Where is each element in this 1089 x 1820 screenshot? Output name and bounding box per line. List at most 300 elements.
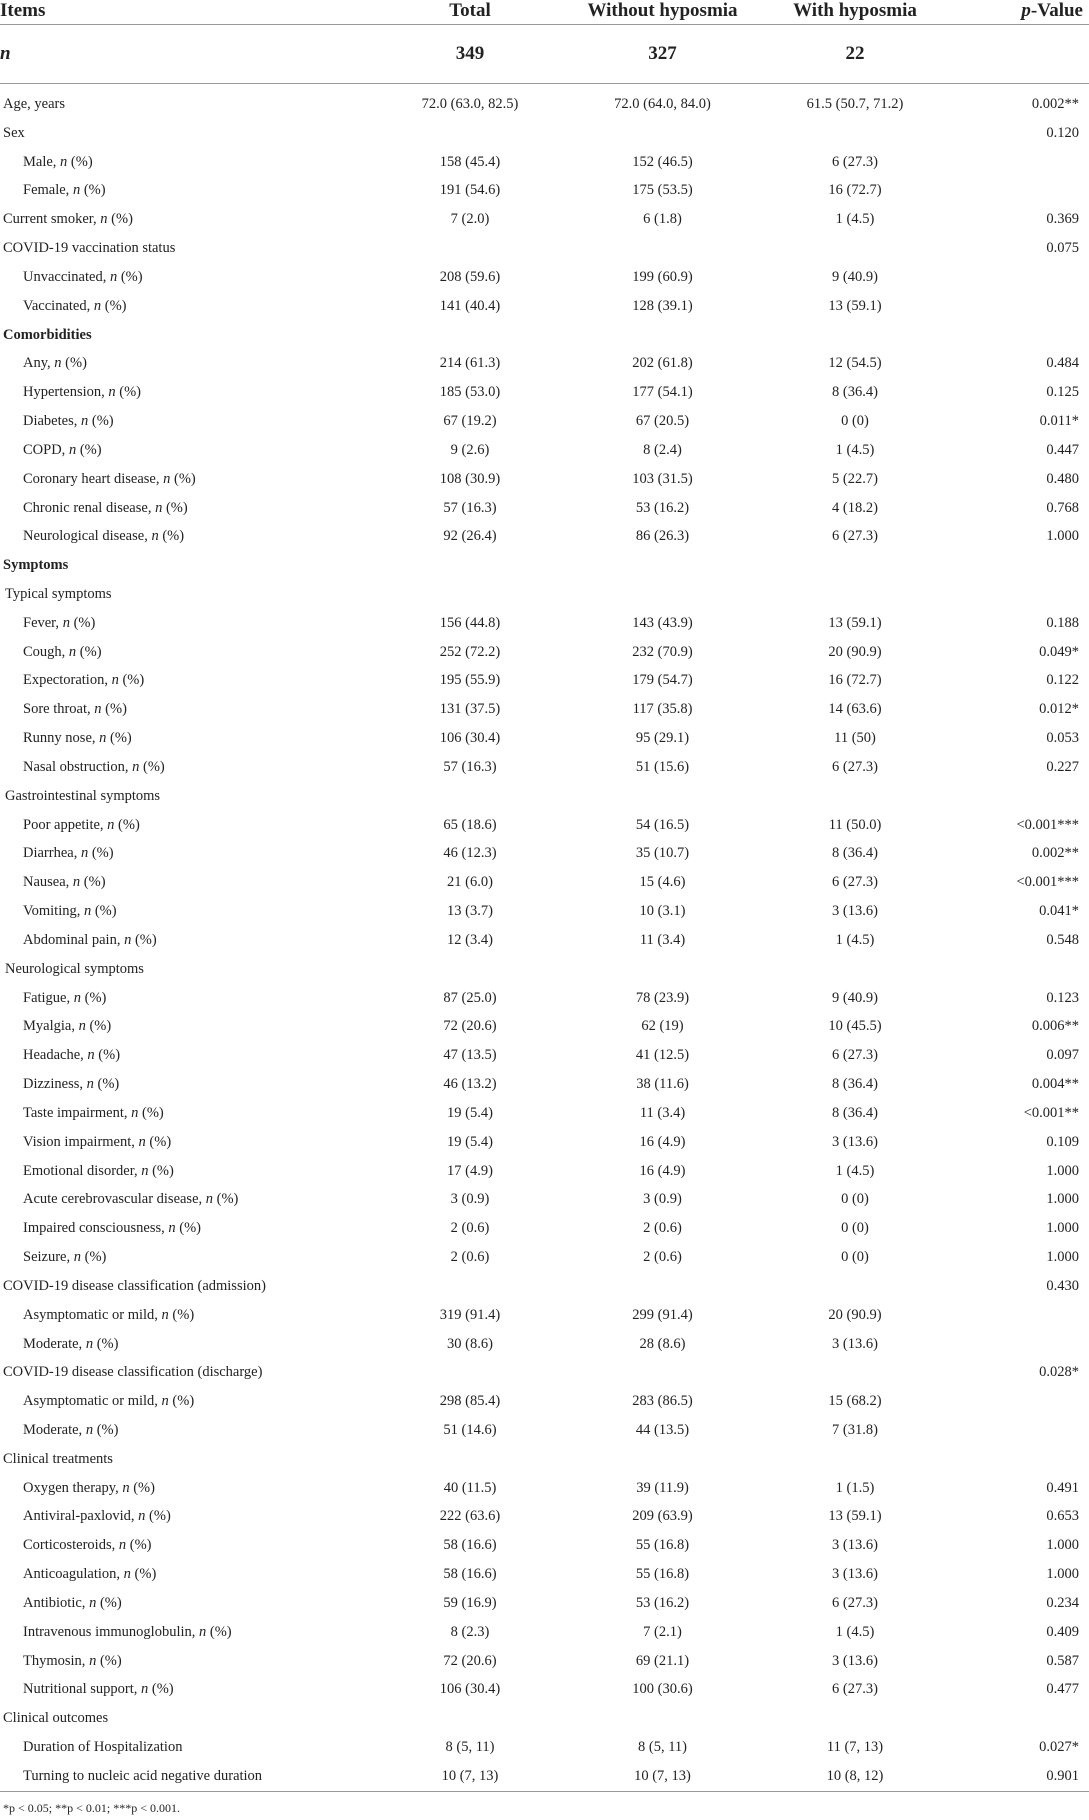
row-label: COPD, n (%) bbox=[23, 441, 102, 458]
table-row bbox=[0, 1013, 1089, 1042]
cell-total: 195 (55.9) bbox=[439, 672, 501, 689]
cell-without-hyposmia: 28 (8.6) bbox=[639, 1335, 686, 1352]
cell-without-hyposmia: 202 (61.8) bbox=[632, 355, 693, 372]
cell-p-value: 0.484 bbox=[1046, 355, 1079, 372]
cell-without-hyposmia bbox=[555, 1358, 770, 1387]
cell-without-hyposmia: 53 (16.2) bbox=[635, 1594, 690, 1611]
cell-without-hyposmia: 6 (1.8) bbox=[643, 211, 682, 228]
cell-total: 9 (2.6) bbox=[450, 441, 490, 458]
cell-without-hyposmia: 39 (11.9) bbox=[636, 1479, 689, 1496]
cell-without-hyposmia: 16 (4.9) bbox=[639, 1133, 686, 1150]
cell-p-value: 0.004** bbox=[1031, 1076, 1079, 1093]
cell-with-hyposmia: 61.5 (50.7, 71.2) bbox=[806, 95, 904, 112]
table-row bbox=[0, 811, 1089, 840]
cell-p-value: 0.477 bbox=[1046, 1681, 1079, 1698]
cell-total: 8 (2.3) bbox=[450, 1623, 490, 1640]
cell-p-value: 1.000 bbox=[1046, 1162, 1079, 1179]
header-row bbox=[0, 0, 1089, 25]
cell-p-value: 0.234 bbox=[1046, 1594, 1079, 1611]
cell-total: 65 (18.6) bbox=[443, 816, 497, 833]
table-row bbox=[0, 638, 1089, 667]
table-row bbox=[0, 1647, 1089, 1676]
row-label: Taste impairment, n (%) bbox=[23, 1104, 164, 1121]
table-row bbox=[0, 349, 1089, 378]
cell-without-hyposmia: 283 (86.5) bbox=[632, 1393, 693, 1410]
cell-total: 21 (6.0) bbox=[447, 874, 493, 891]
table-row bbox=[0, 840, 1089, 869]
table-row bbox=[0, 494, 1089, 523]
cell-p-value: 1.000 bbox=[1046, 1566, 1079, 1583]
cell-p-value: 1.000 bbox=[1046, 1220, 1079, 1237]
cell-with-hyposmia: 1 (4.5) bbox=[835, 1162, 875, 1179]
cell-p-value: 0.075 bbox=[1046, 240, 1079, 257]
row-label: Comorbidities bbox=[3, 326, 92, 343]
row-label: Duration of Hospitalization bbox=[23, 1739, 183, 1756]
row-label: Anticoagulation, n (%) bbox=[23, 1566, 157, 1583]
table-row bbox=[0, 436, 1089, 465]
header-with-hyposmia: With hyposmia bbox=[770, 0, 940, 25]
cell-total: 92 (26.4) bbox=[443, 528, 497, 545]
cell-without-hyposmia: 44 (13.5) bbox=[635, 1422, 690, 1438]
cell-with-hyposmia bbox=[770, 234, 940, 263]
cell-p-value bbox=[940, 1445, 1089, 1474]
row-label: Vision impairment, n (%) bbox=[23, 1133, 172, 1150]
row-label: Dizziness, n (%) bbox=[23, 1076, 120, 1093]
cell-total: 8 (5, 11) bbox=[445, 1739, 495, 1756]
cell-without-hyposmia: 78 (23.9) bbox=[635, 989, 690, 1006]
cell-p-value: 0.041* bbox=[1039, 903, 1079, 920]
cell-without-hyposmia: 232 (70.9) bbox=[632, 643, 693, 660]
cell-without-hyposmia: 16 (4.9) bbox=[639, 1162, 686, 1179]
n-with: 22 bbox=[770, 25, 940, 84]
cell-with-hyposmia: 6 (27.3) bbox=[832, 874, 878, 891]
row-label: Sore throat, n (%) bbox=[23, 701, 127, 718]
n-pvalue bbox=[940, 25, 1089, 84]
cell-total: 47 (13.5) bbox=[443, 1047, 497, 1064]
row-label: Clinical treatments bbox=[3, 1450, 113, 1467]
cell-without-hyposmia bbox=[555, 234, 770, 263]
row-label: Runny nose, n (%) bbox=[23, 730, 132, 747]
cell-p-value bbox=[940, 580, 1089, 609]
table-row bbox=[0, 1185, 1089, 1214]
table-row bbox=[0, 1416, 1089, 1445]
cell-without-hyposmia bbox=[555, 1445, 770, 1474]
table-row bbox=[0, 984, 1089, 1013]
row-label: Asymptomatic or mild, n (%) bbox=[23, 1306, 195, 1323]
cell-with-hyposmia: 8 (36.4) bbox=[832, 384, 878, 401]
cell-without-hyposmia: 8 (5, 11) bbox=[638, 1739, 687, 1756]
table-row bbox=[0, 1474, 1089, 1503]
cell-with-hyposmia bbox=[770, 1445, 940, 1474]
row-label: Expectoration, n (%) bbox=[23, 672, 145, 689]
cell-p-value bbox=[940, 148, 1089, 177]
cell-total: 191 (54.6) bbox=[439, 182, 501, 199]
cell-p-value bbox=[940, 1387, 1089, 1416]
cell-total: 17 (4.9) bbox=[447, 1162, 493, 1179]
table-row bbox=[0, 551, 1089, 580]
table-row bbox=[0, 1157, 1089, 1186]
cell-p-value bbox=[940, 321, 1089, 350]
row-label: Impaired consciousness, n (%) bbox=[23, 1220, 201, 1237]
row-label: COVID-19 disease classification (discharge) bbox=[3, 1364, 263, 1381]
row-label: Antibiotic, n (%) bbox=[23, 1594, 122, 1611]
cell-without-hyposmia: 299 (91.4) bbox=[632, 1306, 693, 1323]
cell-without-hyposmia: 86 (26.3) bbox=[635, 528, 690, 545]
row-label: Seizure, n (%) bbox=[23, 1249, 107, 1266]
table-row bbox=[0, 724, 1089, 753]
cell-without-hyposmia: 8 (2.4) bbox=[643, 441, 682, 458]
cell-with-hyposmia: 0 (0) bbox=[841, 1191, 869, 1208]
table-row bbox=[0, 1589, 1089, 1618]
cell-without-hyposmia: 7 (2.1) bbox=[643, 1623, 682, 1640]
row-label: Chronic renal disease, n (%) bbox=[23, 499, 188, 516]
cell-with-hyposmia bbox=[770, 580, 940, 609]
cell-total: 51 (14.6) bbox=[443, 1422, 497, 1438]
cell-with-hyposmia: 3 (13.6) bbox=[832, 1537, 878, 1554]
cell-p-value bbox=[940, 782, 1089, 811]
row-label: Abdominal pain, n (%) bbox=[23, 931, 157, 948]
cell-p-value bbox=[940, 176, 1089, 205]
cell-p-value: 0.053 bbox=[1046, 730, 1079, 747]
cell-total: 12 (3.4) bbox=[447, 931, 493, 948]
cell-with-hyposmia: 13 (59.1) bbox=[828, 1508, 882, 1525]
cell-without-hyposmia: 2 (0.6) bbox=[643, 1220, 682, 1237]
row-label: Female, n (%) bbox=[23, 182, 106, 199]
cell-without-hyposmia: 41 (12.5) bbox=[635, 1047, 690, 1064]
row-label: Headache, n (%) bbox=[23, 1047, 121, 1064]
cell-total: 2 (0.6) bbox=[450, 1220, 490, 1237]
cell-total: 19 (5.4) bbox=[447, 1104, 493, 1121]
cell-p-value: 0.480 bbox=[1046, 470, 1079, 487]
cell-total: 158 (45.4) bbox=[439, 153, 501, 170]
row-label: Gastrointestinal symptoms bbox=[5, 787, 161, 804]
cell-total: 58 (16.6) bbox=[443, 1566, 497, 1583]
row-label: Thymosin, n (%) bbox=[23, 1652, 122, 1669]
cell-total: 106 (30.4) bbox=[439, 730, 501, 747]
table-row bbox=[0, 753, 1089, 782]
cell-with-hyposmia: 0 (0) bbox=[841, 1249, 869, 1266]
cell-total: 185 (53.0) bbox=[439, 384, 501, 401]
cell-total: 19 (5.4) bbox=[447, 1133, 493, 1150]
cell-total: 108 (30.9) bbox=[439, 470, 501, 487]
cell-p-value bbox=[940, 1330, 1089, 1359]
cell-with-hyposmia: 16 (72.7) bbox=[828, 672, 882, 689]
cell-total: 72 (20.6) bbox=[443, 1652, 497, 1669]
row-label: Corticosteroids, n (%) bbox=[23, 1537, 152, 1554]
cell-total: 141 (40.4) bbox=[439, 297, 501, 314]
cell-total: 46 (13.2) bbox=[443, 1076, 497, 1093]
cell-total: 214 (61.3) bbox=[439, 355, 501, 372]
cell-with-hyposmia: 14 (63.6) bbox=[828, 701, 882, 718]
cell-p-value: 1.000 bbox=[1046, 1249, 1079, 1266]
table-row bbox=[0, 1243, 1089, 1272]
cell-with-hyposmia: 10 (8, 12) bbox=[770, 1762, 940, 1791]
table-row bbox=[0, 321, 1089, 350]
cell-total: 46 (12.3) bbox=[443, 845, 497, 862]
cell-p-value: 1.000 bbox=[1046, 1191, 1079, 1208]
table-body bbox=[0, 84, 1089, 1792]
cell-with-hyposmia bbox=[770, 955, 940, 984]
cell-total: 319 (91.4) bbox=[439, 1306, 501, 1323]
cell-with-hyposmia: 3 (13.6) bbox=[832, 1566, 878, 1583]
cell-p-value: 0.122 bbox=[1046, 672, 1079, 689]
cell-without-hyposmia bbox=[555, 551, 770, 580]
cell-with-hyposmia: 13 (59.1) bbox=[828, 297, 882, 314]
table-row bbox=[0, 1704, 1089, 1733]
table-row bbox=[0, 234, 1089, 263]
table-row bbox=[0, 609, 1089, 638]
cell-without-hyposmia: 54 (16.5) bbox=[635, 816, 690, 833]
row-label: Neurological disease, n (%) bbox=[23, 528, 185, 545]
cell-with-hyposmia: 8 (36.4) bbox=[832, 1076, 878, 1093]
cell-without-hyposmia bbox=[555, 321, 770, 350]
cell-p-value: 0.447 bbox=[1046, 441, 1079, 458]
cell-with-hyposmia: 0 (0) bbox=[841, 1220, 869, 1237]
cell-with-hyposmia: 1 (1.5) bbox=[835, 1479, 875, 1496]
cell-without-hyposmia: 3 (0.9) bbox=[643, 1191, 682, 1208]
cell-total: 30 (8.6) bbox=[447, 1335, 493, 1352]
header-total: Total bbox=[385, 0, 555, 25]
row-label: Sex bbox=[3, 124, 25, 141]
cell-without-hyposmia bbox=[555, 119, 770, 148]
row-label: Vomiting, n (%) bbox=[23, 903, 117, 920]
row-label: Nasal obstruction, n (%) bbox=[23, 758, 165, 775]
cell-with-hyposmia: 3 (13.6) bbox=[832, 1335, 878, 1352]
n-row bbox=[0, 25, 1089, 84]
cell-with-hyposmia: 0 (0) bbox=[841, 413, 869, 430]
cell-with-hyposmia: 7 (31.8) bbox=[832, 1422, 878, 1438]
table-row bbox=[0, 1128, 1089, 1157]
footnote: *p < 0.05; **p < 0.01; ***p < 0.001. bbox=[3, 1801, 180, 1815]
cell-with-hyposmia: 5 (22.7) bbox=[832, 470, 878, 487]
cell-with-hyposmia: 9 (40.9) bbox=[832, 989, 878, 1006]
cell-without-hyposmia: 100 (30.6) bbox=[632, 1681, 693, 1698]
cell-p-value: 0.491 bbox=[1046, 1479, 1079, 1496]
table-row bbox=[0, 292, 1089, 321]
table-row bbox=[0, 1445, 1089, 1474]
cell-total: 13 (3.7) bbox=[447, 903, 493, 920]
cell-with-hyposmia: 11 (50.0) bbox=[828, 816, 882, 833]
cell-with-hyposmia bbox=[770, 119, 940, 148]
cell-total: 252 (72.2) bbox=[439, 643, 501, 660]
cell-p-value: 0.006** bbox=[1031, 1018, 1079, 1035]
cell-p-value bbox=[940, 955, 1089, 984]
row-label: Hypertension, n (%) bbox=[23, 384, 141, 401]
cell-without-hyposmia: 53 (16.2) bbox=[635, 499, 690, 516]
row-label: Nausea, n (%) bbox=[23, 874, 106, 891]
cell-p-value: 0.027* bbox=[1039, 1739, 1079, 1756]
cell-without-hyposmia: 143 (43.9) bbox=[632, 614, 693, 631]
cell-total: 208 (59.6) bbox=[439, 268, 501, 285]
table-row bbox=[0, 695, 1089, 724]
cell-with-hyposmia: 12 (54.5) bbox=[828, 355, 882, 372]
cell-with-hyposmia: 11 (50) bbox=[834, 730, 876, 747]
header-p-rest: -Value bbox=[1030, 0, 1083, 21]
cell-p-value: 1.000 bbox=[1046, 528, 1079, 545]
cell-total bbox=[385, 782, 555, 811]
cell-total: 10 (7, 13) bbox=[385, 1762, 555, 1791]
cell-p-value: 0.430 bbox=[1046, 1277, 1079, 1294]
cell-p-value: <0.001*** bbox=[1016, 874, 1079, 891]
cell-with-hyposmia: 9 (40.9) bbox=[832, 268, 878, 285]
row-label: Poor appetite, n (%) bbox=[23, 816, 140, 833]
table-row bbox=[0, 1618, 1089, 1647]
cell-without-hyposmia: 35 (10.7) bbox=[635, 845, 690, 862]
cell-total bbox=[385, 580, 555, 609]
cell-with-hyposmia bbox=[770, 1704, 940, 1733]
table-row bbox=[0, 1272, 1089, 1301]
cell-p-value: 0.587 bbox=[1046, 1652, 1079, 1669]
table-row bbox=[0, 263, 1089, 292]
row-label: Any, n (%) bbox=[23, 355, 87, 372]
cell-without-hyposmia bbox=[555, 1272, 770, 1301]
cell-with-hyposmia: 3 (13.6) bbox=[832, 1652, 878, 1669]
header-p-italic: p bbox=[1021, 0, 1031, 21]
row-label: Neurological symptoms bbox=[5, 960, 144, 977]
cell-with-hyposmia: 20 (90.9) bbox=[828, 643, 882, 660]
cell-without-hyposmia: 2 (0.6) bbox=[643, 1249, 682, 1266]
table-row bbox=[0, 522, 1089, 551]
cell-p-value: 0.125 bbox=[1046, 384, 1079, 401]
table-row bbox=[0, 1531, 1089, 1560]
cell-with-hyposmia: 13 (59.1) bbox=[828, 614, 882, 631]
table-row bbox=[0, 1676, 1089, 1705]
cell-without-hyposmia: 10 (3.1) bbox=[639, 903, 686, 920]
cell-without-hyposmia: 38 (11.6) bbox=[636, 1076, 689, 1093]
table-row bbox=[0, 897, 1089, 926]
table-row bbox=[0, 1387, 1089, 1416]
table-row bbox=[0, 1070, 1089, 1099]
cell-without-hyposmia: 11 (3.4) bbox=[639, 1104, 686, 1121]
cell-with-hyposmia: 1 (4.5) bbox=[835, 931, 875, 948]
cell-p-value: 0.049* bbox=[1039, 643, 1079, 660]
cell-total: 131 (37.5) bbox=[439, 701, 501, 718]
cell-total: 40 (11.5) bbox=[443, 1479, 497, 1496]
table-row bbox=[0, 955, 1089, 984]
cell-p-value: 0.097 bbox=[1046, 1047, 1079, 1064]
cell-p-value: 1.000 bbox=[1046, 1537, 1079, 1554]
cell-total bbox=[385, 1272, 555, 1301]
row-label: Moderate, n (%) bbox=[23, 1422, 119, 1438]
cell-with-hyposmia: 6 (27.3) bbox=[832, 1681, 878, 1698]
cell-total: 222 (63.6) bbox=[439, 1508, 501, 1525]
n-without: 327 bbox=[555, 25, 770, 84]
row-label: Unvaccinated, n (%) bbox=[23, 268, 143, 285]
table-row bbox=[0, 1214, 1089, 1243]
table-row bbox=[0, 1762, 1089, 1791]
cell-with-hyposmia: 3 (13.6) bbox=[832, 1133, 878, 1150]
cell-without-hyposmia bbox=[555, 580, 770, 609]
cell-without-hyposmia: 67 (20.5) bbox=[635, 413, 690, 430]
row-label: Diarrhea, n (%) bbox=[23, 845, 114, 862]
row-label: Nutritional support, n (%) bbox=[23, 1681, 174, 1698]
table-row bbox=[0, 84, 1089, 119]
cell-without-hyposmia bbox=[555, 955, 770, 984]
cell-total: 156 (44.8) bbox=[439, 614, 501, 631]
cell-without-hyposmia: 55 (16.8) bbox=[635, 1537, 690, 1554]
cell-without-hyposmia: 209 (63.9) bbox=[632, 1508, 693, 1525]
row-label: Clinical outcomes bbox=[3, 1710, 109, 1727]
table-row bbox=[0, 1560, 1089, 1589]
cell-without-hyposmia bbox=[555, 1704, 770, 1733]
cell-without-hyposmia: 177 (54.1) bbox=[632, 384, 693, 401]
cell-with-hyposmia: 11 (7, 13) bbox=[826, 1739, 884, 1756]
cell-p-value: 0.188 bbox=[1046, 614, 1079, 631]
cell-p-value: 0.901 bbox=[940, 1762, 1089, 1791]
row-label: Diabetes, n (%) bbox=[23, 413, 114, 430]
cell-with-hyposmia: 10 (45.5) bbox=[828, 1018, 882, 1035]
cell-with-hyposmia: 1 (4.5) bbox=[835, 1623, 875, 1640]
row-label: Coronary heart disease, n (%) bbox=[23, 470, 196, 487]
table-row bbox=[0, 378, 1089, 407]
cell-with-hyposmia: 1 (4.5) bbox=[835, 441, 875, 458]
cell-with-hyposmia: 16 (72.7) bbox=[828, 182, 882, 199]
row-label: Age, years bbox=[3, 95, 66, 112]
row-label: Current smoker, n (%) bbox=[3, 211, 133, 228]
table-row bbox=[0, 580, 1089, 609]
cell-total bbox=[385, 955, 555, 984]
cell-total: 72 (20.6) bbox=[443, 1018, 497, 1035]
cell-with-hyposmia: 20 (90.9) bbox=[828, 1306, 882, 1323]
cell-p-value: 0.123 bbox=[1046, 989, 1079, 1006]
table-row bbox=[0, 1330, 1089, 1359]
cell-with-hyposmia: 3 (13.6) bbox=[832, 903, 878, 920]
cell-total: 2 (0.6) bbox=[450, 1249, 490, 1266]
cell-total bbox=[385, 119, 555, 148]
cell-without-hyposmia: 11 (3.4) bbox=[639, 931, 686, 948]
cell-with-hyposmia: 4 (18.2) bbox=[832, 499, 878, 516]
cell-total: 298 (85.4) bbox=[439, 1393, 501, 1410]
cell-total bbox=[385, 551, 555, 580]
table-row bbox=[0, 1503, 1089, 1532]
cell-p-value: 0.653 bbox=[1046, 1508, 1079, 1525]
cell-with-hyposmia bbox=[770, 782, 940, 811]
table-row bbox=[0, 407, 1089, 436]
cell-total: 59 (16.9) bbox=[443, 1594, 497, 1611]
cell-p-value: 0.120 bbox=[1046, 124, 1079, 141]
cell-with-hyposmia: 8 (36.4) bbox=[832, 1104, 878, 1121]
cell-p-value: 0.002** bbox=[1031, 845, 1079, 862]
cell-with-hyposmia bbox=[770, 1358, 940, 1387]
table-row bbox=[0, 148, 1089, 177]
table-row bbox=[0, 926, 1089, 955]
row-label: Emotional disorder, n (%) bbox=[23, 1162, 174, 1179]
cell-p-value: 0.768 bbox=[1046, 499, 1079, 516]
row-label: Asymptomatic or mild, n (%) bbox=[23, 1393, 195, 1410]
table-row bbox=[0, 667, 1089, 696]
header-without-hyposmia: Without hyposmia bbox=[555, 0, 770, 25]
cell-total: 57 (16.3) bbox=[443, 758, 497, 775]
cell-without-hyposmia: 128 (39.1) bbox=[632, 297, 693, 314]
cell-total bbox=[385, 1445, 555, 1474]
cell-total: 7 (2.0) bbox=[450, 211, 490, 228]
cell-total bbox=[385, 321, 555, 350]
cell-without-hyposmia: 51 (15.6) bbox=[635, 758, 690, 775]
header-p-value bbox=[940, 0, 1089, 25]
row-label: Male, n (%) bbox=[23, 153, 93, 170]
cell-without-hyposmia: 55 (16.8) bbox=[635, 1566, 690, 1583]
row-label: Antiviral-paxlovid, n (%) bbox=[23, 1508, 171, 1525]
cell-without-hyposmia: 199 (60.9) bbox=[632, 268, 693, 285]
cell-total: 57 (16.3) bbox=[443, 499, 497, 516]
cell-p-value bbox=[940, 1704, 1089, 1733]
cell-p-value: 0.369 bbox=[1046, 211, 1079, 228]
cell-total: 87 (25.0) bbox=[443, 989, 497, 1006]
row-label: Intravenous immunoglobulin, n (%) bbox=[23, 1623, 232, 1640]
cell-p-value: 0.011* bbox=[1039, 413, 1079, 430]
table-row bbox=[0, 465, 1089, 494]
cell-p-value bbox=[940, 292, 1089, 321]
